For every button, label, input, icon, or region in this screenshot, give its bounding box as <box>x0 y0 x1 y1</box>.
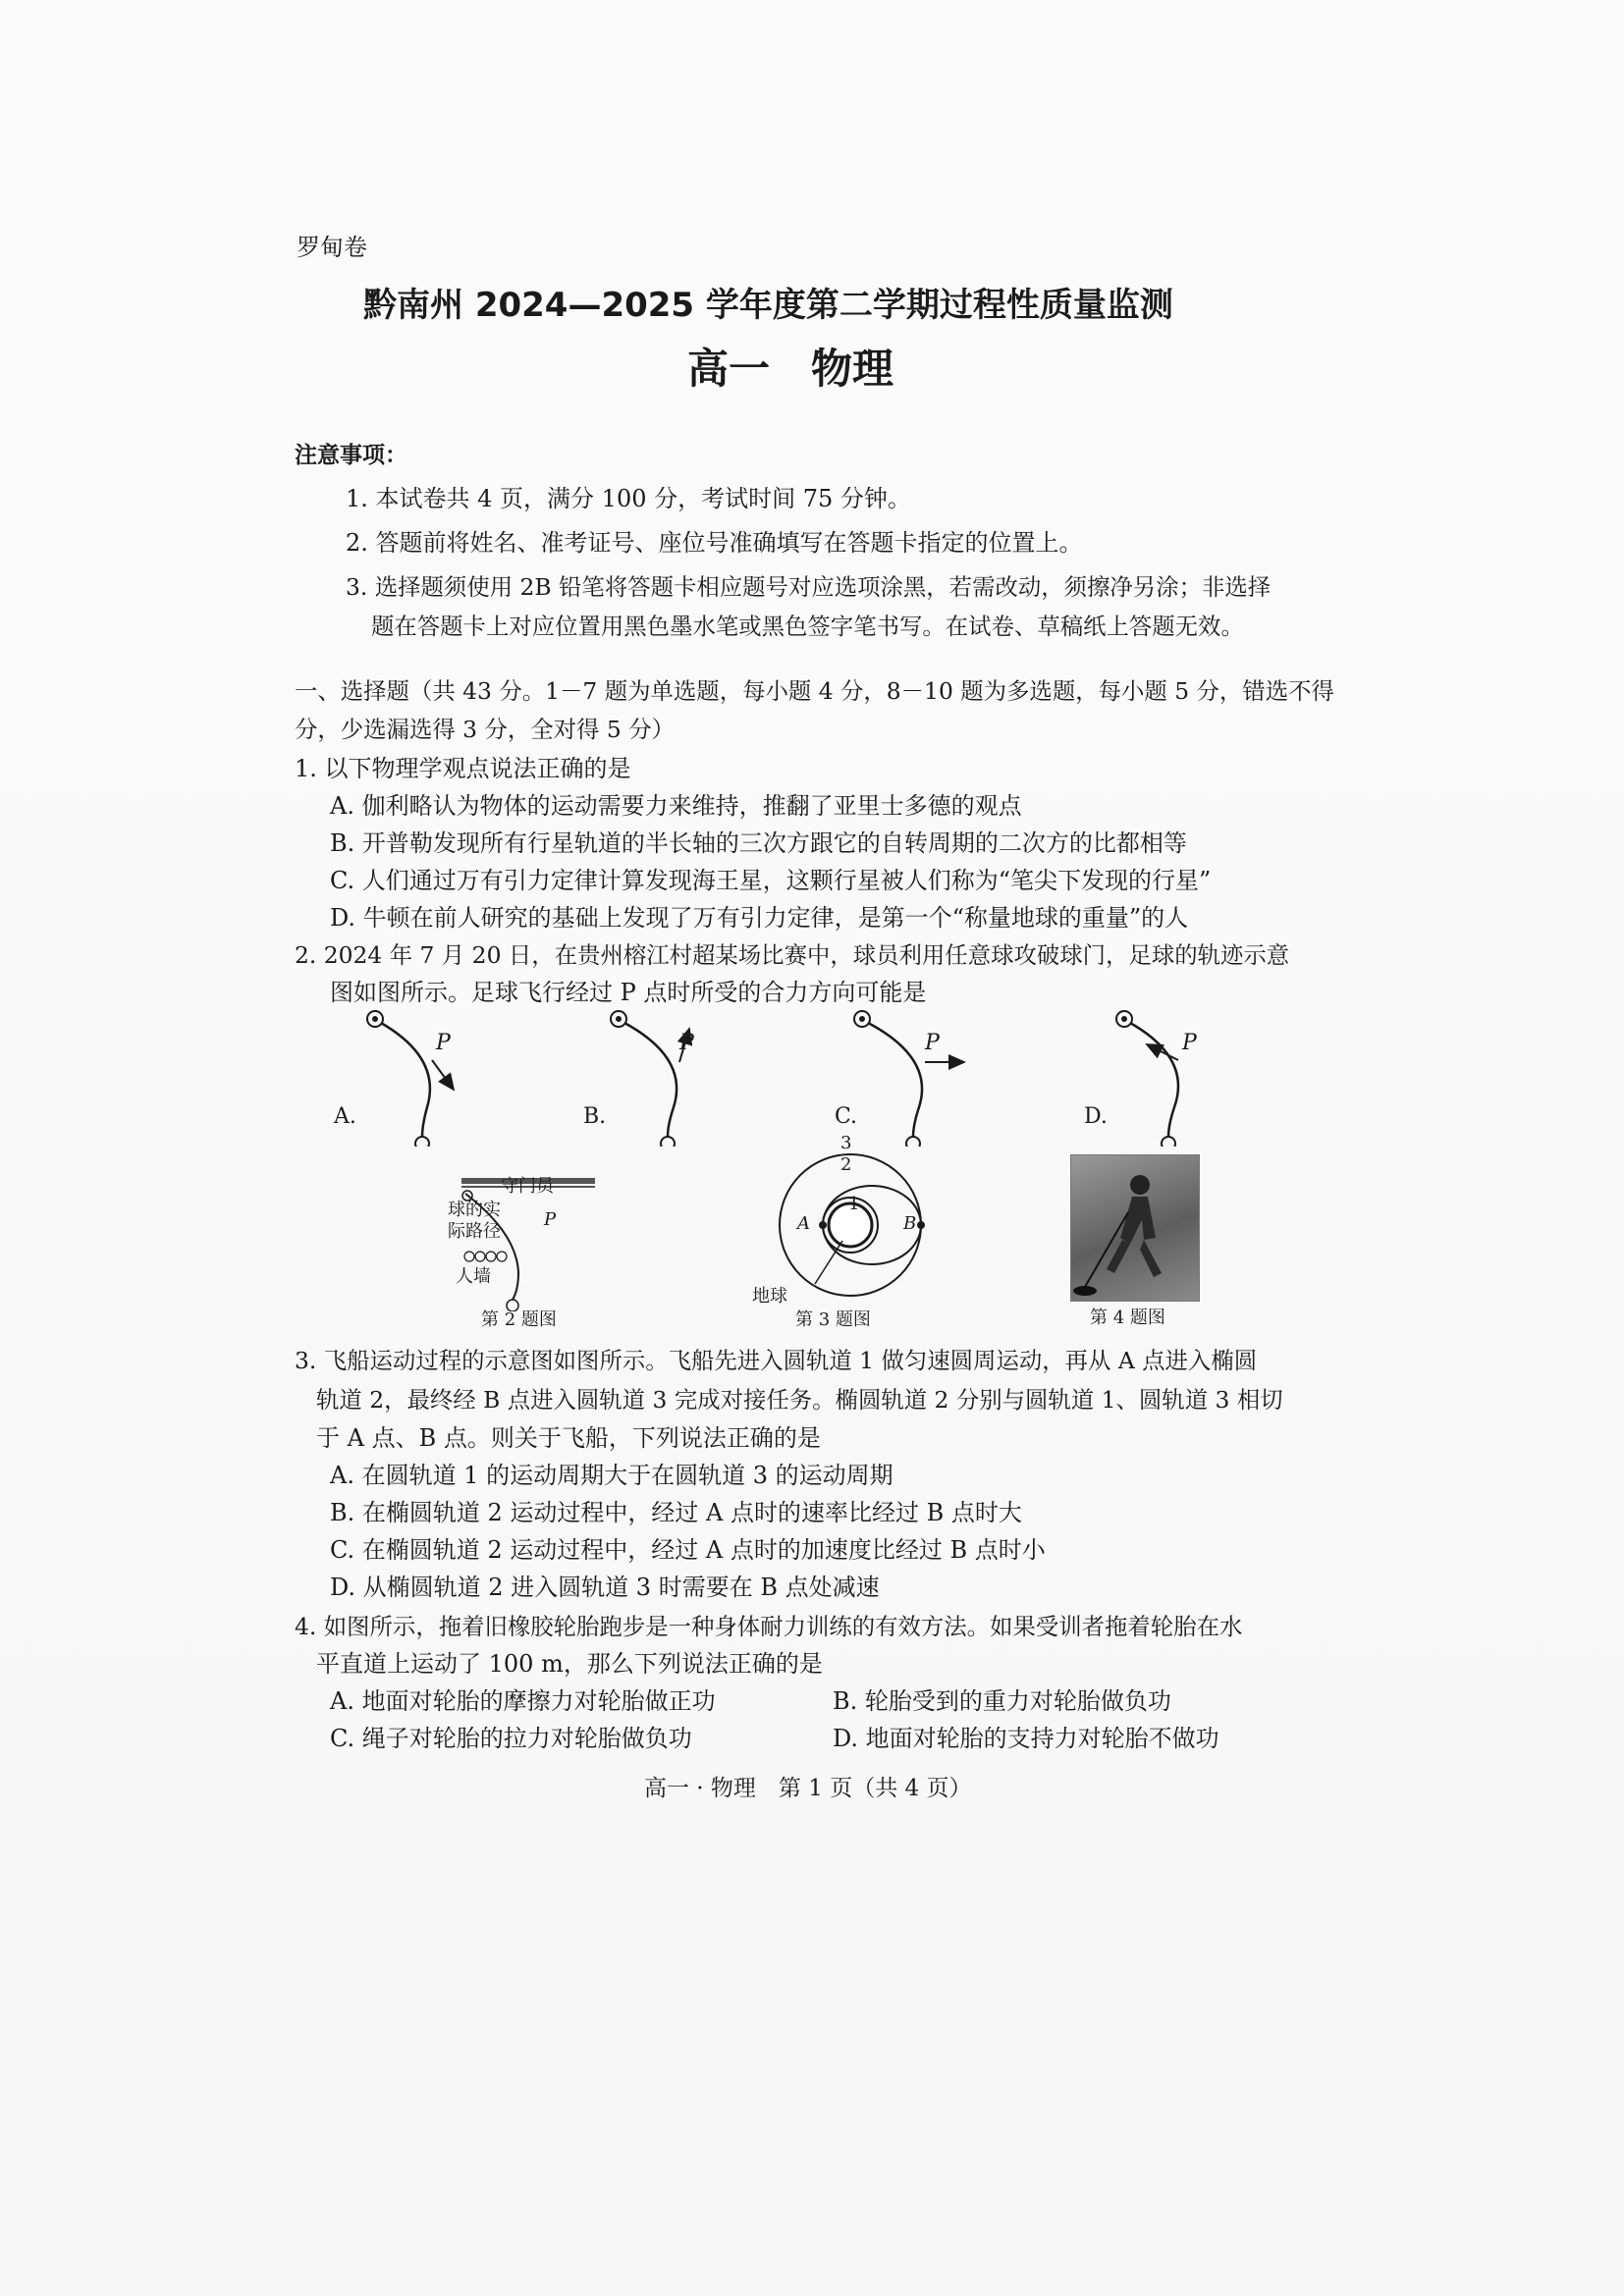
q2-d-point-label: P <box>1182 1031 1197 1055</box>
notice-item-3-cont: 题在答题卡上对应位置用黑色墨水笔或黑色签字笔书写。在试卷、草稿纸上答题无效。 <box>371 613 1244 640</box>
q2-option-d-figure <box>1116 1011 1178 1147</box>
q1-stem: 1. 以下物理学观点说法正确的是 <box>295 755 631 782</box>
q2-option-c-figure <box>854 1011 964 1147</box>
q4-option-c: C. 绳子对轮胎的拉力对轮胎做负功 <box>330 1725 692 1752</box>
q3-option-a: A. 在圆轨道 1 的运动周期大于在圆轨道 3 的运动周期 <box>330 1462 893 1489</box>
q2-option-d-label: D. <box>1084 1104 1108 1129</box>
fig4-tire-training-photo <box>1070 1154 1200 1302</box>
q2-options-figure <box>324 999 1306 1147</box>
fig2-caption: 第 2 题图 <box>481 1309 557 1330</box>
notice-item-2: 2. 答题前将姓名、准考证号、座位号准确填写在答题卡指定的位置上。 <box>346 529 1083 557</box>
q2-option-b-figure <box>611 1011 689 1147</box>
q3-option-c: C. 在椭圆轨道 2 运动过程中，经过 A 点时的加速度比经过 B 点时小 <box>330 1536 1046 1564</box>
q3-stem-cont-1: 轨道 2，最终经 B 点进入圆轨道 3 完成对接任务。椭圆轨道 2 分别与圆轨道 1、圆轨道 3 相切 <box>316 1386 1283 1414</box>
bleed-through-text <box>687 228 693 251</box>
fig2-point-label: P <box>544 1209 557 1230</box>
q1-option-c: C. 人们通过万有引力定律计算发现海王星，这颗行星被人们称为“笔尖下发现的行星” <box>330 867 1212 894</box>
paper-tag: 罗甸卷 <box>297 234 367 261</box>
q1-option-d: D. 牛顿在前人研究的基础上发现了万有引力定律，是第一个“称量地球的重量”的人 <box>330 904 1189 932</box>
fig4-caption: 第 4 题图 <box>1090 1308 1165 1328</box>
fig3-earth-label: 地球 <box>752 1286 787 1307</box>
notice-heading: 注意事项： <box>295 443 407 468</box>
fig3-point-b: B <box>903 1213 917 1234</box>
q3-stem: 3. 飞船运动过程的示意图如图所示。飞船先进入圆轨道 1 做匀速圆周运动，再从 A 点进入椭圆 <box>295 1347 1258 1374</box>
q4-option-d: D. 地面对轮胎的支持力对轮胎不做功 <box>833 1725 1219 1752</box>
notice-item-3: 3. 选择题须使用 2B 铅笔将答题卡相应题号对应选项涂黑，若需改动，须擦净另涂；非选择 <box>346 573 1272 601</box>
fig2-wall-label: 人墙 <box>456 1266 491 1287</box>
subject-title: 高一 物理 <box>687 345 894 393</box>
q2-stem-cont: 图如图所示。足球飞行经过 P 点时所受的合力方向可能是 <box>330 979 927 1006</box>
q3-option-d: D. 从椭圆轨道 2 进入圆轨道 3 时需要在 B 点处减速 <box>330 1574 880 1601</box>
q2-a-point-label: P <box>436 1031 451 1055</box>
fig3-orbit-diagram <box>756 1139 952 1306</box>
fig3-orbit-1-label: 1 <box>848 1194 860 1214</box>
exam-title: 黔南州 2024—2025 学年度第二学期过程性质量监测 <box>363 286 1173 325</box>
q2-option-a-label: A. <box>334 1104 356 1129</box>
q4-option-a: A. 地面对轮胎的摩擦力对轮胎做正功 <box>330 1687 716 1715</box>
fig3-point-a: A <box>797 1213 810 1234</box>
q4-stem: 4. 如图所示，拖着旧橡胶轮胎跑步是一种身体耐力训练的有效方法。如果受训者拖着轮胎在水 <box>295 1613 1243 1640</box>
notice-item-1: 1. 本试卷共 4 页，满分 100 分，考试时间 75 分钟。 <box>346 485 911 512</box>
fig2-path-label-1: 球的实 <box>448 1200 501 1220</box>
q3-option-b: B. 在椭圆轨道 2 运动过程中，经过 A 点时的速率比经过 B 点时大 <box>330 1499 1022 1526</box>
section1-heading-cont: 分，少选漏选得 3 分，全对得 5 分） <box>295 716 675 743</box>
section1-heading: 一、选择题（共 43 分。1－7 题为单选题，每小题 4 分，8－10 题为多选题，每小题 5 分，错选不得 <box>295 677 1334 705</box>
fig2-path-label-2: 际路径 <box>448 1221 501 1242</box>
q2-b-point-label: P <box>679 1031 694 1055</box>
fig2-goalkeeper-label: 守门员 <box>501 1176 554 1197</box>
q2-option-c-label: C. <box>835 1104 858 1129</box>
q4-stem-cont: 平直道上运动了 100 m，那么下列说法正确的是 <box>316 1650 823 1678</box>
fig3-orbit-3-label: 3 <box>840 1133 852 1153</box>
page-footer: 高一 · 物理 第 1 页（共 4 页） <box>644 1776 972 1801</box>
fig3-caption: 第 3 题图 <box>795 1309 871 1330</box>
q2-c-point-label: P <box>925 1031 940 1055</box>
q2-stem: 2. 2024 年 7 月 20 日，在贵州榕江村超某场比赛中，球员利用任意球攻破球门，足球的轨迹示意 <box>295 941 1290 969</box>
q1-option-a: A. 伽利略认为物体的运动需要力来维持，推翻了亚里士多德的观点 <box>330 792 1022 820</box>
q1-option-b: B. 开普勒发现所有行星轨道的半长轴的三次方跟它的自转周期的二次方的比都相等 <box>330 829 1187 857</box>
q3-stem-cont-2: 于 A 点、B 点。则关于飞船，下列说法正确的是 <box>316 1424 821 1452</box>
fig3-orbit-2-label: 2 <box>840 1154 852 1175</box>
runner-silhouette <box>1071 1155 1199 1301</box>
q4-option-b: B. 轮胎受到的重力对轮胎做负功 <box>833 1687 1171 1715</box>
q2-option-b-label: B. <box>583 1104 607 1129</box>
